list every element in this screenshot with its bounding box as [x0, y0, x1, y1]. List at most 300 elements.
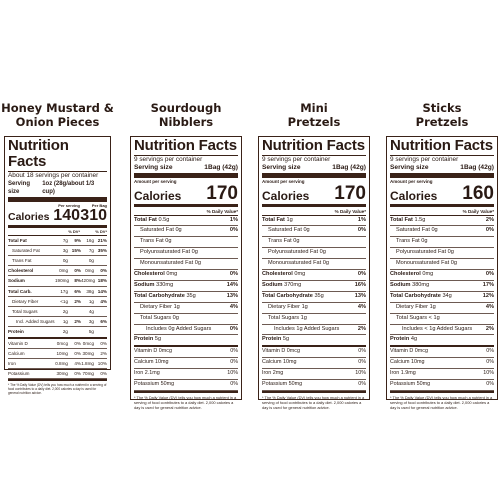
nutrient-name — [390, 292, 452, 302]
nutrient-dv: 17% — [482, 281, 494, 288]
nutrient-dv: 16% — [354, 281, 366, 288]
nutrient-dv: 1% — [357, 216, 366, 223]
vitamin-row — [390, 347, 494, 358]
calories-per-serving: 140 — [53, 207, 80, 224]
bag-amount: 0g — [88, 257, 94, 263]
vitamin-dv: 10% — [483, 370, 494, 377]
nutrient-dv: 2% — [485, 325, 494, 332]
serving-size-label: Serving size — [134, 164, 173, 171]
divider — [8, 197, 107, 202]
nutrient-name — [262, 325, 339, 335]
nutrient-row — [8, 307, 107, 317]
nutrient-row — [134, 259, 238, 270]
nutrient-name — [134, 259, 201, 269]
vitamin-dv: 10% — [355, 370, 366, 377]
bag-dv: 2% — [100, 350, 107, 356]
calories-row — [262, 184, 366, 203]
nutrient-name — [262, 248, 326, 258]
nutrient-row — [390, 216, 494, 227]
nutrient-dv: 0% — [485, 271, 494, 278]
vitamin-dv: 0% — [486, 381, 494, 388]
nutrient-row — [390, 270, 494, 281]
serving-amount: <1g — [60, 298, 68, 304]
nutrient-dv: 0% — [357, 227, 366, 234]
footnote: * The % Daily Value (DV) tells you how much a nutrient in a serving of food contributes to a daily diet. 2,000 calories a day is used for general nutrition advice. — [390, 391, 494, 410]
nutrient-row — [134, 281, 238, 292]
nutrient-dv: 0% — [229, 325, 238, 332]
nutrient-amount: 380mg — [412, 281, 430, 288]
nutrient-amount: 4g — [410, 336, 418, 343]
nutrient-row — [262, 259, 366, 270]
nutrient-dv: 0% — [357, 271, 366, 278]
nutrient-label: Dietary Fiber 1g — [268, 303, 308, 310]
nutrition-label-honey-mustard — [4, 136, 111, 396]
amount-per-serving: Amount per serving — [390, 179, 433, 184]
calories-per-bag: 310 — [80, 207, 107, 224]
serving-dv: 0% — [74, 371, 81, 377]
bag-dv: 10% — [97, 360, 107, 366]
bag-dv: 6% — [100, 319, 107, 325]
serving-dv — [68, 327, 81, 336]
nutrient-label: Saturated Fat 0g — [268, 227, 310, 234]
nutrient-row — [134, 226, 238, 237]
nutrient-row — [8, 276, 107, 286]
nutrient-label: Sodium — [262, 281, 283, 288]
nutrient-label: Polyunsaturated Fat 0g — [268, 249, 326, 256]
nutrient-label: Includes < 1g Added Sugars — [402, 325, 473, 332]
bag-dv: 14% — [97, 288, 107, 294]
nutrient-dv: 13% — [226, 292, 238, 299]
vitamin-name: Vitamin D — [8, 340, 28, 346]
nutrient-dv: 13% — [354, 292, 366, 299]
nutrient-label: Trans Fat 0g — [268, 238, 300, 245]
nutrient-name — [262, 216, 293, 226]
nutrient-name — [134, 237, 172, 247]
nutrient-row — [262, 281, 366, 292]
nutrition-label-sticks-pretzels — [386, 136, 498, 410]
nutrient-name: Total Carb. — [8, 288, 32, 294]
nutrient-name — [134, 270, 177, 280]
serving-dv: 8% — [74, 278, 81, 284]
nutrient-label: Sodium — [390, 281, 411, 288]
vitamin-name: Potassium 50mg — [390, 381, 431, 388]
nutrient-name — [134, 314, 179, 324]
servings-per-container: 9 servings per container — [262, 156, 331, 163]
serving-size-value: 1Bag (42g) — [204, 164, 238, 171]
nutrient-name — [390, 216, 425, 226]
vitamin-dv: 0% — [486, 348, 494, 355]
nutrient-amount: 1.5g — [414, 216, 426, 223]
nutrient-name — [262, 303, 308, 313]
nutrient-name: Total Sugars — [12, 308, 38, 314]
vitamin-row — [134, 369, 238, 380]
nutrient-amount: 35g — [314, 292, 324, 299]
nutrient-name — [134, 248, 198, 258]
nutrient-name: Cholesterol — [8, 268, 34, 274]
vitamin-row — [390, 358, 494, 369]
bag-amount: 70mg — [82, 371, 94, 377]
nutrient-label: Cholesterol — [262, 271, 293, 278]
nutrient-amount: 34g — [442, 292, 452, 299]
vitamin-dv: 0% — [230, 381, 238, 388]
nutrient-name — [262, 314, 307, 324]
serving-size — [262, 164, 366, 172]
calories-value: 170 — [334, 183, 366, 204]
nutrient-name: Protein — [8, 329, 24, 335]
nutrient-row — [134, 248, 238, 259]
serving-dv: 0% — [74, 340, 81, 346]
nutrient-name — [262, 335, 289, 345]
nutrient-label: Trans Fat 0g — [140, 238, 172, 245]
nutrient-name — [390, 226, 438, 236]
serving-dv: 2% — [74, 319, 81, 325]
nutrient-name — [134, 303, 180, 313]
nutrient-label: Polyunsaturated Fat 0g — [396, 249, 454, 256]
serving-size-value: 1Bag (42g) — [332, 164, 366, 171]
divider — [262, 173, 366, 178]
vitamin-row — [262, 369, 366, 380]
vitamin-row — [134, 380, 238, 391]
vitamin-name: Calcium 10mg — [134, 359, 169, 366]
nutrient-name — [262, 270, 305, 280]
divider — [262, 204, 366, 207]
divider — [390, 204, 494, 207]
nutrient-amount: 35g — [186, 292, 196, 299]
nutrient-rows — [8, 236, 107, 339]
footnote: * The % Daily Value (DV) tells you how much a nutrient in a serving of food contributes to a daily diet. 2,000 calories a day is used for general nutrition advice. — [134, 391, 238, 410]
vitamin-name: Calcium 10mg — [262, 359, 297, 366]
nutrient-dv: 2% — [485, 216, 494, 223]
nutrient-label: Total Sugars 1g — [268, 314, 307, 321]
nutrient-dv: 14% — [226, 281, 238, 288]
vitamin-row — [262, 380, 366, 391]
nutrient-label: Total Sugars < 1g — [396, 314, 440, 321]
nutrient-label: Saturated Fat 0g — [140, 227, 182, 234]
serving-amount: 0mg — [59, 268, 68, 274]
amount-per-serving: Amount per serving — [134, 179, 177, 184]
bag-amount: 7g — [88, 247, 94, 253]
nutrient-dv: 0% — [229, 227, 238, 234]
serving-dv: 6% — [74, 288, 81, 294]
bag-amount: 4g — [88, 308, 94, 314]
nutrient-name — [262, 292, 324, 302]
nutrient-amount: 0mg — [166, 271, 178, 278]
daily-value-header: % Daily Value* — [390, 208, 494, 216]
nutrient-label: Protein — [390, 336, 410, 343]
vitamin-row — [262, 358, 366, 369]
nutrient-row — [8, 287, 107, 297]
serving-amount: 0mcg — [56, 340, 68, 346]
nutrient-dv: 12% — [482, 292, 494, 299]
serving-amount: 10mg — [56, 350, 68, 356]
vitamin-dv: 0% — [358, 348, 366, 355]
nutrient-row — [262, 314, 366, 325]
nutrient-row — [262, 237, 366, 248]
nutrient-row — [8, 297, 107, 307]
vitamin-rows — [8, 339, 107, 380]
vitamin-row — [8, 369, 107, 379]
serving-size-label: Serving size — [262, 164, 301, 171]
nutrient-row — [134, 314, 238, 325]
nutrient-row — [390, 335, 494, 347]
serving-amount: 0.8mg — [55, 360, 68, 366]
servings-per-container: 9 servings per container — [134, 156, 203, 163]
serving-dv — [68, 256, 81, 265]
vitamin-name: Iron 2mg — [262, 370, 284, 377]
vitamin-name: Iron 1.9mg — [390, 370, 416, 377]
nutrient-row — [262, 292, 366, 303]
bag-amount: 16g — [86, 237, 94, 243]
nutrient-row — [390, 303, 494, 314]
calories-label: Calories — [134, 189, 182, 203]
nutrient-amount: 0.5g — [158, 216, 170, 223]
servings-per-container: About 18 servings per container — [8, 172, 99, 179]
bag-amount: 3g — [88, 319, 94, 325]
vitamin-dv: 0% — [230, 359, 238, 366]
nutrient-name: Saturated Fat — [12, 247, 40, 253]
calories-value: 160 — [462, 183, 494, 204]
nutrient-name — [262, 259, 329, 269]
nutrient-row — [390, 314, 494, 325]
serving-dv: 9% — [74, 237, 81, 243]
nutrient-dv: 4% — [357, 303, 366, 310]
nutrient-dv: 4% — [229, 303, 238, 310]
nutrient-row — [134, 292, 238, 303]
nutrient-row — [134, 335, 238, 347]
bag-dv: 21% — [97, 237, 107, 243]
nutrient-name: Dietary Fiber — [12, 298, 39, 304]
nutrient-label: Trans Fat 0g — [396, 238, 428, 245]
serving-amount: 17g — [60, 288, 68, 294]
vitamin-dv: 0% — [358, 359, 366, 366]
product-title-mini-pretzels: Mini Pretzels — [287, 101, 341, 129]
bag-amount: 5g — [88, 329, 94, 335]
daily-value-header: % Daily Value* — [262, 208, 366, 216]
product-title-honey-mustard: Honey Mustard & Onion Pieces — [1, 101, 114, 129]
nutrient-label: Includes 0g Added Sugars — [146, 325, 212, 332]
nutrient-name — [262, 237, 300, 247]
bag-amount: 38g — [86, 288, 94, 294]
nutrient-row — [134, 303, 238, 314]
vitamin-row — [390, 369, 494, 380]
nutrient-dv: 4% — [485, 303, 494, 310]
nutrient-name — [390, 281, 429, 291]
vitamin-row — [8, 339, 107, 349]
serving-amount: 2g — [62, 308, 68, 314]
vitamin-name: Calcium 10mg — [390, 359, 425, 366]
nutrient-row — [390, 325, 494, 336]
nutrient-amount: 0mg — [294, 271, 306, 278]
vitamin-dv: 0% — [486, 359, 494, 366]
serving-size — [390, 164, 494, 172]
nutrition-facts-heading: Nutrition Facts — [8, 138, 107, 172]
serving-amount: 3g — [62, 247, 68, 253]
serving-size-value: 1Bag (42g) — [460, 164, 494, 171]
nutrient-label: Total Carbohydrate — [390, 292, 441, 299]
nutrient-row — [390, 281, 494, 292]
bag-amount: 0mcg — [82, 340, 94, 346]
nutrition-facts-heading: Nutrition Facts — [390, 137, 493, 154]
nutrient-dv: 0% — [485, 227, 494, 234]
serving-dv — [68, 307, 81, 316]
nutrient-amount: 330mg — [156, 281, 174, 288]
product-title-sourdough-nibblers: Sourdough Nibblers — [150, 101, 222, 129]
bag-dv — [94, 256, 107, 265]
calories-row: Calories 140 310 — [8, 207, 107, 224]
serving-size: Serving size 1oz (28g/about 1/3 cup) — [8, 181, 95, 195]
nutrient-name — [262, 281, 301, 291]
nutrient-row — [262, 303, 366, 314]
bag-dv: 35% — [97, 247, 107, 253]
vitamin-name: Potassium — [8, 371, 30, 377]
vitamin-row — [134, 358, 238, 369]
nutrient-name — [134, 292, 196, 302]
nutrient-row — [262, 216, 366, 227]
nutrient-row — [390, 292, 494, 303]
vitamin-dv: 0% — [230, 348, 238, 355]
vitamin-row — [8, 349, 107, 359]
vitamin-name: Vitamin D 0mcg — [134, 348, 172, 355]
bag-dv: 0% — [100, 340, 107, 346]
nutrient-row — [262, 248, 366, 259]
nutrient-name: Incl. Added Sugars — [16, 319, 55, 325]
nutrient-row — [8, 317, 107, 327]
nutrient-row — [8, 236, 107, 246]
serving-amount: 1g — [62, 319, 68, 325]
nutrient-row — [8, 327, 107, 338]
nutrient-row — [262, 335, 366, 347]
nutrient-row — [134, 270, 238, 281]
footnote: * The % Daily Value (DV) tells you how much a nutrient in a serving of food contributes to a daily diet. 2,000 calories a day is used for general nutrition advice. — [8, 379, 107, 395]
divider — [390, 173, 494, 178]
serving-dv: 0% — [74, 350, 81, 356]
bag-amount: 1g — [88, 298, 94, 304]
nutrition-label-sourdough-nibblers — [130, 136, 242, 410]
nutrient-label: Total Fat — [262, 216, 285, 223]
serving-amount: 190mg — [55, 278, 70, 284]
serving-dv: 15% — [71, 247, 81, 253]
nutrient-label: Monounsaturated Fat 0g — [396, 260, 457, 267]
serving-dv: 2% — [74, 298, 81, 304]
nutrient-amount: 0mg — [422, 271, 434, 278]
nutrient-row — [262, 270, 366, 281]
nutrient-label: Monounsaturated Fat 0g — [268, 260, 329, 267]
nutrient-name — [134, 226, 182, 236]
nutrient-row — [390, 259, 494, 270]
servings-per-container: 9 servings per container — [390, 156, 459, 163]
nutrient-amount: 5g — [282, 336, 290, 343]
vitamin-row — [390, 380, 494, 391]
calories-label: Calories — [390, 189, 438, 203]
amount-per-serving: Amount per serving — [262, 179, 305, 184]
serving-amount: 30mg — [56, 371, 68, 377]
nutrient-row — [262, 325, 366, 336]
vitamin-name: Potassium 50mg — [134, 381, 175, 388]
calories-row — [390, 184, 494, 203]
nutrient-name — [134, 335, 161, 345]
serving-size-label: Serving size — [390, 164, 429, 171]
nutrient-label: Sodium — [134, 281, 155, 288]
nutrient-label: Includes 1g Added Sugars — [274, 325, 340, 332]
nutrient-amount: 5g — [154, 336, 162, 343]
nutrient-row — [390, 248, 494, 259]
nutrient-name — [390, 325, 472, 335]
nutrient-label: Dietary Fiber 1g — [396, 303, 436, 310]
vitamin-name: Iron 2.1mg — [134, 370, 160, 377]
nutrient-label: Total Sugars 0g — [140, 314, 179, 321]
nutrient-label: Total Carbohydrate — [134, 292, 185, 299]
nutrient-name: Sodium — [8, 278, 25, 284]
bag-amount: 0mg — [85, 268, 94, 274]
nutrient-name — [134, 216, 169, 226]
vitamin-row — [134, 347, 238, 358]
nutrient-name — [134, 325, 211, 335]
nutrient-row — [134, 237, 238, 248]
nutrient-name — [390, 259, 457, 269]
nutrient-name — [262, 226, 310, 236]
daily-value-header: % Daily Value* — [134, 208, 238, 216]
divider — [134, 204, 238, 207]
nutrient-label: Cholesterol — [134, 271, 165, 278]
serving-amount: 7g — [62, 237, 68, 243]
nutrient-label: Total Carbohydrate — [262, 292, 313, 299]
nutrient-row — [390, 226, 494, 237]
nutrient-row — [134, 216, 238, 227]
nutrient-dv: 2% — [357, 325, 366, 332]
serving-size — [134, 164, 238, 172]
nutrient-name — [390, 303, 436, 313]
nutrient-amount: 1g — [286, 216, 293, 223]
bag-dv — [94, 307, 107, 316]
nutrient-label: Total Fat — [134, 216, 157, 223]
nutrition-facts-heading: Nutrition Facts — [262, 137, 365, 154]
vitamin-name: Potassium 50mg — [262, 381, 303, 388]
nutrient-label: Cholesterol — [390, 271, 421, 278]
vitamin-name: Calcium — [8, 350, 25, 356]
bag-dv: 0% — [100, 371, 107, 377]
vitamin-dv: 10% — [227, 370, 238, 377]
divider — [134, 173, 238, 178]
dv-headers: % DV* % DV* — [8, 229, 107, 236]
nutrient-label: Dietary Fiber 1g — [140, 303, 180, 310]
nutrient-name: Total Fat — [8, 237, 27, 243]
serving-amount: 2g — [62, 329, 68, 335]
bag-dv — [94, 327, 107, 336]
bag-dv: 0% — [100, 268, 107, 274]
nutrient-amount: 370mg — [284, 281, 302, 288]
vitamin-name: Vitamin D 0mcg — [262, 348, 300, 355]
nutrient-row — [8, 266, 107, 276]
nutrient-name — [390, 314, 440, 324]
nutrient-label: Monounsaturated Fat 0g — [140, 260, 201, 267]
nutrient-dv: 0% — [229, 271, 238, 278]
calorie-column-headers: Per serving Per Bag — [58, 203, 107, 208]
nutrient-name: Trans Fat — [12, 257, 32, 263]
nutrient-name — [390, 270, 433, 280]
bag-amount: 420mg — [81, 278, 96, 284]
bag-dv: 18% — [97, 278, 107, 284]
nutrient-row — [134, 325, 238, 336]
nutrient-name — [134, 281, 173, 291]
nutrient-row — [390, 237, 494, 248]
nutrition-facts-heading: Nutrition Facts — [134, 137, 237, 154]
nutrient-row — [8, 256, 107, 266]
nutrient-label: Protein — [134, 336, 154, 343]
serving-amount: 0g — [62, 257, 68, 263]
calories-value: 170 — [206, 183, 238, 204]
vitamin-row — [8, 359, 107, 369]
bag-dv: 4% — [100, 298, 107, 304]
